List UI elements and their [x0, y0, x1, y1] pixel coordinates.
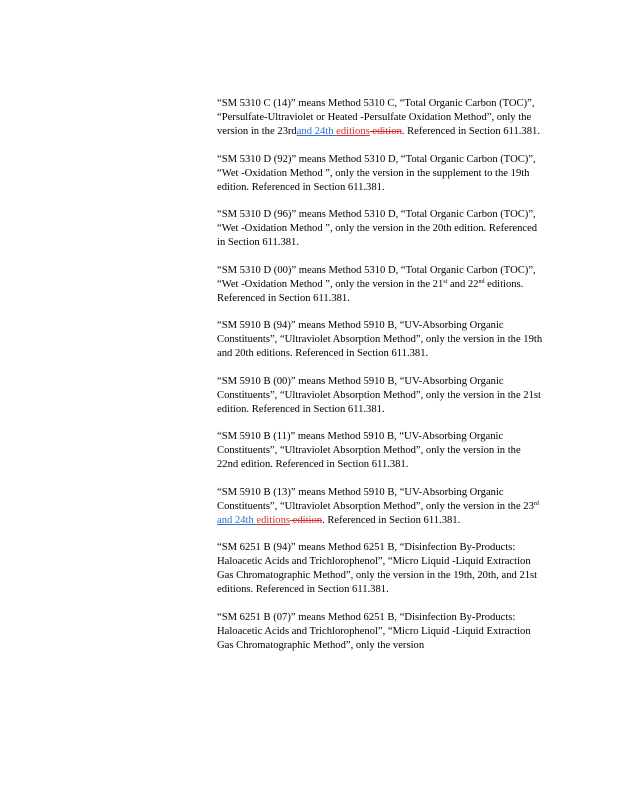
paragraph-text: “SM 6251 B (07)” means Method 6251 B, “Disinfection By-Products: Haloacetic Acids and Trichlorophenol”, “Micro Liquid -Liquid Extraction Gas Chromatographic Method”, only the version — [217, 611, 531, 651]
definition-paragraph — [217, 486, 544, 528]
definition-paragraph — [217, 264, 544, 306]
revised-text: editions — [336, 126, 370, 137]
paragraph-text: and 22 — [447, 278, 479, 290]
definition-paragraph — [217, 541, 544, 597]
paragraph-text: . Referenced in Section 611.381. — [401, 126, 540, 137]
revised-text: editions — [256, 514, 290, 526]
paragraph-text: “SM 5910 B (13)” means Method 5910 B, “UV-Absorbing Organic Constituents”, “Ultraviolet Absorption Method”, only the version in the 23 — [217, 486, 534, 512]
paragraph-text: “SM 6251 B (94)” means Method 6251 B, “Disinfection By-Products: Haloacetic Acids and Trichlorophenol”, “Micro Liquid -Liquid Extraction Gas Chromatographic Method”, only the version in the 19th, 20th, and 21st editions. Referenced in Section 611.381. — [217, 542, 538, 595]
superscript-ordinal: nd — [478, 278, 485, 285]
paragraph-text: “SM 5310 D (00)” means Method 5310 D, “Total Organic Carbon (TOC)”, “Wet -Oxidation Method ”, only the version in the 21 — [217, 264, 536, 290]
paragraph-text: “SM 5310 C (14)” means Method 5310 C, “Total Organic Carbon (TOC)”, “Persulfate-Ultraviolet or Heated -Persulfate Oxidation Method”, only the version in the 23rd — [217, 98, 535, 137]
inserted-text: and 24th — [296, 126, 337, 137]
paragraph-text: “SM 5310 D (96)” means Method 5310 D, “Total Organic Carbon (TOC)”, “Wet -Oxidation Method ”, only the version in the 20th edition. Referenced in Section 611.381. — [217, 209, 538, 248]
deleted-text: edition — [289, 514, 323, 526]
definition-paragraph — [217, 97, 544, 139]
definition-paragraph — [217, 375, 544, 417]
paragraph-text: “SM 5310 D (92)” means Method 5310 D, “Total Organic Carbon (TOC)”, “Wet -Oxidation Method ”, only the version in the supplement to the 19th edition. Referenced in Section 611.381. — [217, 153, 536, 193]
deleted-text: edition — [369, 126, 402, 137]
definition-paragraph — [217, 611, 544, 653]
paragraph-text: “SM 5910 B (94)” means Method 5910 B, “UV-Absorbing Organic Constituents”, “Ultraviolet Absorption Method”, only the version in the 19th and 20th editions. Referenced in Section 611.381. — [217, 320, 543, 359]
superscript-ordinal: rd — [533, 500, 539, 507]
paragraph-text: “SM 5910 B (00)” means Method 5910 B, “UV-Absorbing Organic Constituents”, “Ultraviolet Absorption Method”, only the version in the 21st edition. Referenced in Section 611.381. — [217, 375, 541, 415]
definition-paragraph — [217, 319, 544, 361]
paragraph-text: editions. Referenced in Section 611.381. — [217, 278, 524, 304]
paragraph-text: “SM 5910 B (11)” means Method 5910 B, “UV-Absorbing Organic Constituents”, “Ultraviolet Absorption Method”, only the version in the 22nd edition. Referenced in Section 611.381. — [217, 431, 521, 470]
paragraph-text: . Referenced in Section 611.381. — [322, 514, 461, 526]
definition-paragraph — [217, 153, 544, 195]
superscript-ordinal: st — [443, 278, 448, 285]
inserted-text: and 24th — [217, 514, 257, 526]
definition-paragraph — [217, 208, 544, 250]
document-body — [217, 97, 544, 666]
definition-paragraph — [217, 430, 544, 472]
